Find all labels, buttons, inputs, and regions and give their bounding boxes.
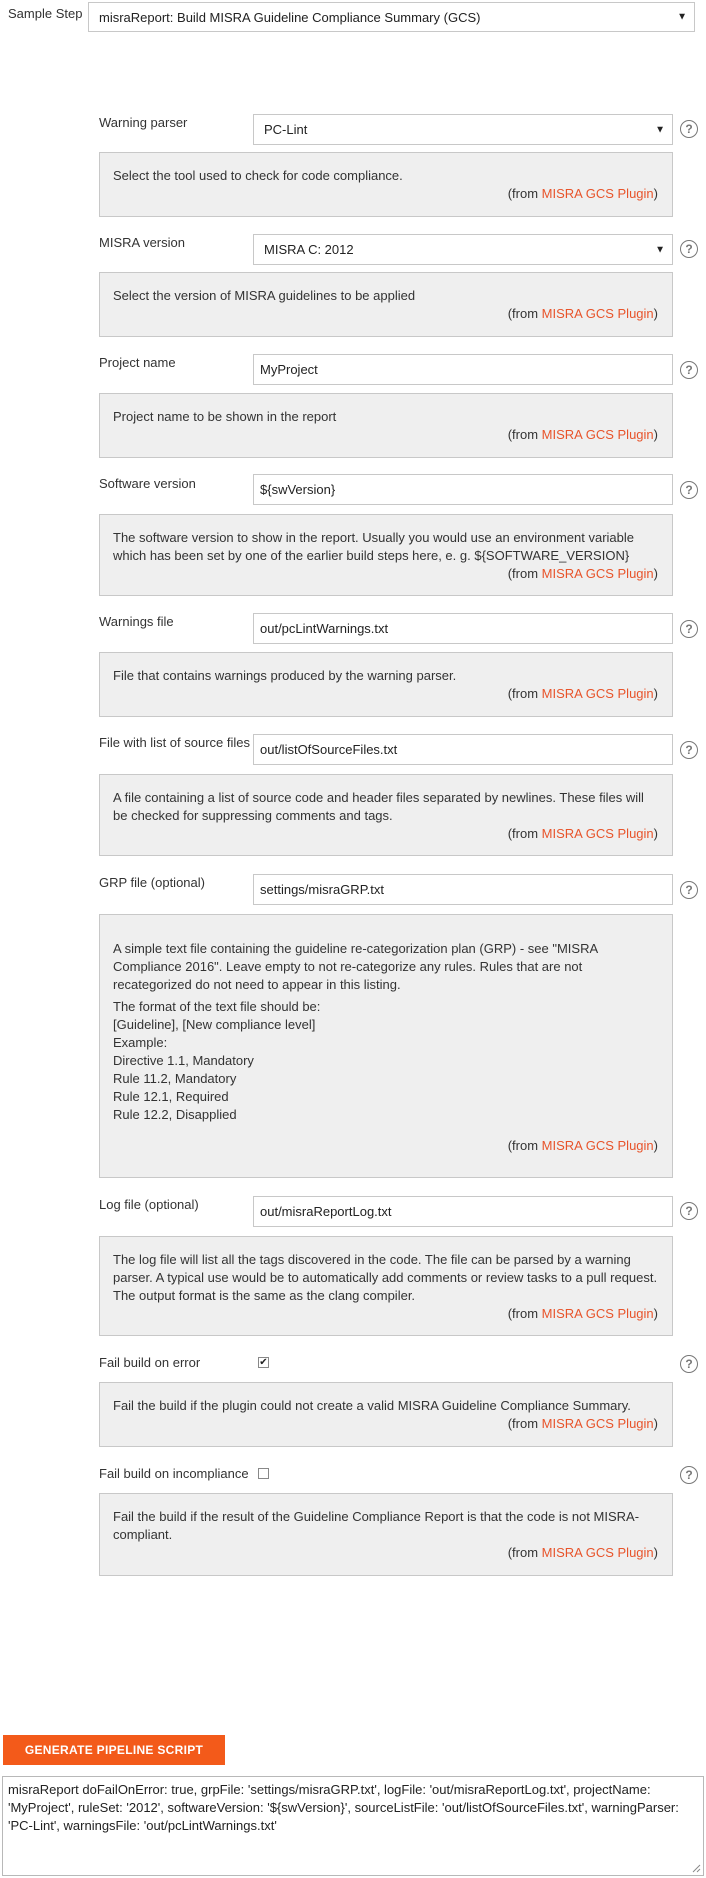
fail-on-incompliance-label: Fail build on incompliance	[99, 1466, 249, 1481]
help-text: The log file will list all the tags discovered in the code. The file can be parsed by a warning parser. A typical use would be to automatically add comments or review tasks to a pull request. The output format is the same as the clang compiler.	[113, 1252, 658, 1303]
warning-parser-value: PC-Lint	[264, 122, 308, 137]
help-text: Select the tool used to check for code compliance.	[113, 168, 403, 183]
log-file-help	[99, 1236, 673, 1336]
help-source: (from MISRA GCS Plugin)	[507, 1138, 658, 1153]
plugin-link[interactable]: MISRA GCS Plugin	[541, 566, 654, 581]
chevron-down-icon: ▼	[655, 124, 665, 135]
grp-file-help	[99, 914, 673, 1178]
source-list-file-input[interactable]: out/listOfSourceFiles.txt	[253, 734, 673, 765]
help-source: (from MISRA GCS Plugin)	[507, 566, 658, 581]
help-line: Rule 12.1, Required	[113, 1089, 229, 1104]
help-format-lines	[113, 998, 658, 1124]
help-text: Select the version of MISRA guidelines to be applied	[113, 288, 416, 303]
help-text: A simple text file containing the guideline re-categorization plan (GRP) - see "MISRA Compliance 2016". Leave empty to not re-categorize any rules. Rules that are not recategorized do not need to appear in this listing.	[113, 941, 598, 992]
log-file-label: Log file (optional)	[99, 1197, 199, 1212]
help-icon[interactable]: ?	[680, 1466, 698, 1484]
warning-parser-help	[99, 152, 673, 217]
help-icon[interactable]: ?	[680, 1355, 698, 1373]
help-line: Example:	[113, 1035, 168, 1050]
help-source: (from MISRA GCS Plugin)	[507, 306, 658, 321]
misra-version-label: MISRA version	[99, 235, 185, 250]
project-name-input[interactable]: MyProject	[253, 354, 673, 385]
warnings-file-input[interactable]: out/pcLintWarnings.txt	[253, 613, 673, 644]
resize-handle-icon[interactable]	[691, 1863, 701, 1873]
misra-version-help	[99, 272, 673, 337]
checkmark-icon: ✔	[259, 1357, 268, 1368]
help-text: Fail the build if the plugin could not create a valid MISRA Guideline Compliance Summary.	[113, 1398, 631, 1413]
fail-on-incompliance-checkbox[interactable]	[258, 1468, 269, 1479]
plugin-link[interactable]: MISRA GCS Plugin	[541, 1545, 654, 1560]
help-source: (from MISRA GCS Plugin)	[507, 1545, 658, 1560]
misra-version-select[interactable]	[253, 234, 673, 265]
help-icon[interactable]: ?	[680, 240, 698, 258]
grp-file-input[interactable]: settings/misraGRP.txt	[253, 874, 673, 905]
fail-on-error-help	[99, 1382, 673, 1447]
software-version-input[interactable]: ${swVersion}	[253, 474, 673, 505]
grp-file-label: GRP file (optional)	[99, 875, 205, 890]
plugin-link[interactable]: MISRA GCS Plugin	[541, 826, 654, 841]
source-list-file-help	[99, 774, 673, 856]
script-text: misraReport doFailOnError: true, grpFile: 'settings/misraGRP.txt', logFile: 'out/misraReportLog.txt', projectName: 'MyProject', ruleSet: '2012', softwareVersion: '${swVersion}', sourceListFile: 'out/listOfSourceFiles.txt', warningParser: 'PC-Lint', warningsFile: 'out/pcLintWarnings.txt'	[8, 1782, 679, 1833]
software-version-label: Software version	[99, 476, 196, 491]
plugin-link[interactable]: MISRA GCS Plugin	[541, 1138, 654, 1153]
help-line: The format of the text file should be:	[113, 999, 321, 1014]
help-source: (from MISRA GCS Plugin)	[507, 686, 658, 701]
plugin-link[interactable]: MISRA GCS Plugin	[541, 186, 654, 201]
project-name-help	[99, 393, 673, 458]
software-version-help	[99, 514, 673, 596]
pipeline-script-output[interactable]	[2, 1776, 704, 1876]
warning-parser-label: Warning parser	[99, 115, 188, 130]
help-text: A file containing a list of source code and header files separated by newlines. These files will be checked for suppressing comments and tags.	[113, 790, 644, 823]
sample-step-value: misraReport: Build MISRA Guideline Compliance Summary (GCS)	[99, 9, 481, 25]
plugin-link[interactable]: MISRA GCS Plugin	[541, 1416, 654, 1431]
warnings-file-help	[99, 652, 673, 717]
help-text: Project name to be shown in the report	[113, 409, 337, 424]
help-line: Directive 1.1, Mandatory	[113, 1053, 254, 1068]
fail-on-error-label: Fail build on error	[99, 1355, 201, 1370]
project-name-label: Project name	[99, 355, 176, 370]
source-list-file-label: File with list of source files	[99, 735, 250, 750]
help-line: Rule 11.2, Mandatory	[113, 1071, 237, 1086]
sample-step-select[interactable]	[88, 2, 695, 32]
help-icon[interactable]: ?	[680, 620, 698, 638]
help-icon[interactable]: ?	[680, 741, 698, 759]
help-source: (from MISRA GCS Plugin)	[507, 826, 658, 841]
generate-pipeline-script-button[interactable]: GENERATE PIPELINE SCRIPT	[3, 1735, 225, 1765]
plugin-link[interactable]: MISRA GCS Plugin	[541, 686, 654, 701]
misra-version-value: MISRA C: 2012	[264, 242, 354, 257]
help-icon[interactable]: ?	[680, 1202, 698, 1220]
warnings-file-label: Warnings file	[99, 614, 174, 629]
fail-on-error-checkbox[interactable]	[258, 1357, 269, 1368]
help-line: [Guideline], [New compliance level]	[113, 1017, 316, 1032]
plugin-link[interactable]: MISRA GCS Plugin	[541, 427, 654, 442]
help-source: (from MISRA GCS Plugin)	[507, 1416, 658, 1431]
help-text: The software version to show in the report. Usually you would use an environment variable which has been set by one of the earlier build steps here, e. g. ${SOFTWARE_VERSION}	[113, 530, 634, 563]
help-line: Rule 12.2, Disapplied	[113, 1107, 237, 1122]
help-icon[interactable]: ?	[680, 481, 698, 499]
sample-step-label: Sample Step	[8, 6, 83, 21]
help-icon[interactable]: ?	[680, 361, 698, 379]
help-source: (from MISRA GCS Plugin)	[507, 186, 658, 201]
help-icon[interactable]: ?	[680, 881, 698, 899]
fail-on-incompliance-help	[99, 1493, 673, 1576]
help-source: (from MISRA GCS Plugin)	[507, 1306, 658, 1321]
plugin-link[interactable]: MISRA GCS Plugin	[541, 1306, 654, 1321]
log-file-input[interactable]: out/misraReportLog.txt	[253, 1196, 673, 1227]
help-source: (from MISRA GCS Plugin)	[507, 427, 658, 442]
help-text: File that contains warnings produced by the warning parser.	[113, 668, 457, 683]
warning-parser-select[interactable]	[253, 114, 673, 145]
help-icon[interactable]: ?	[680, 120, 698, 138]
chevron-down-icon: ▼	[655, 244, 665, 255]
help-text: Fail the build if the result of the Guideline Compliance Report is that the code is not MISRA-compliant.	[113, 1509, 640, 1542]
plugin-link[interactable]: MISRA GCS Plugin	[541, 306, 654, 321]
chevron-down-icon: ▼	[677, 11, 687, 23]
